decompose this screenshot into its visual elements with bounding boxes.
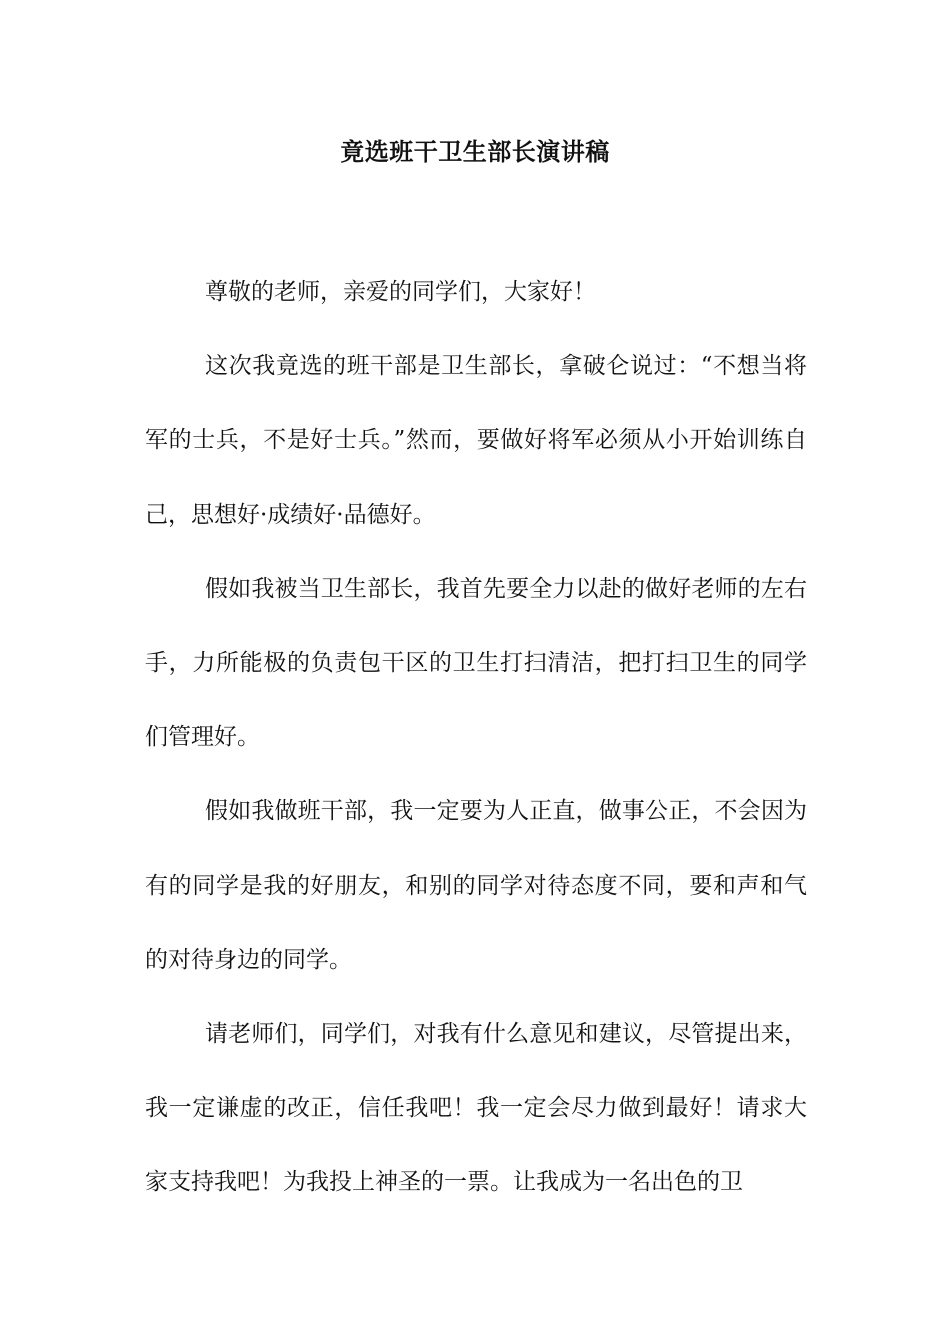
paragraph-duties: 假如我被当卫生部长，我首先要全力以赴的做好老师的左右手，力所能极的负责包干区的卫生打扫清洁，把打扫卫生的同学们管理好。 <box>145 575 807 751</box>
paragraph-greeting: 尊敬的老师，亲爱的同学们，大家好！ <box>205 279 596 305</box>
paragraph-fairness: 假如我做班干部，我一定要为人正直，做事公正，不会因为有的同学是我的好朋友，和别的同学对待态度不同，要和声和气的对待身边的同学。 <box>145 798 807 973</box>
document-title: 竟选班干卫生部长演讲稿 <box>340 137 610 166</box>
paragraph-intro: 这次我竟选的班干部是卫生部长，拿破仑说过：“不想当将军的士兵，不是好士兵。”然而，要做好将军必须从小开始训练自己，思想好·成绩好·品德好。 <box>145 353 807 528</box>
paragraph-appeal: 请老师们，同学们，对我有什么意见和建议，尽管提出来，我一定谦虚的改正，信任我吧！我一定会尽力做到最好！请求大家支持我吧！为我投上神圣的一票。让我成为一名出色的卫 <box>145 1021 807 1196</box>
document-body <box>145 255 807 1220</box>
